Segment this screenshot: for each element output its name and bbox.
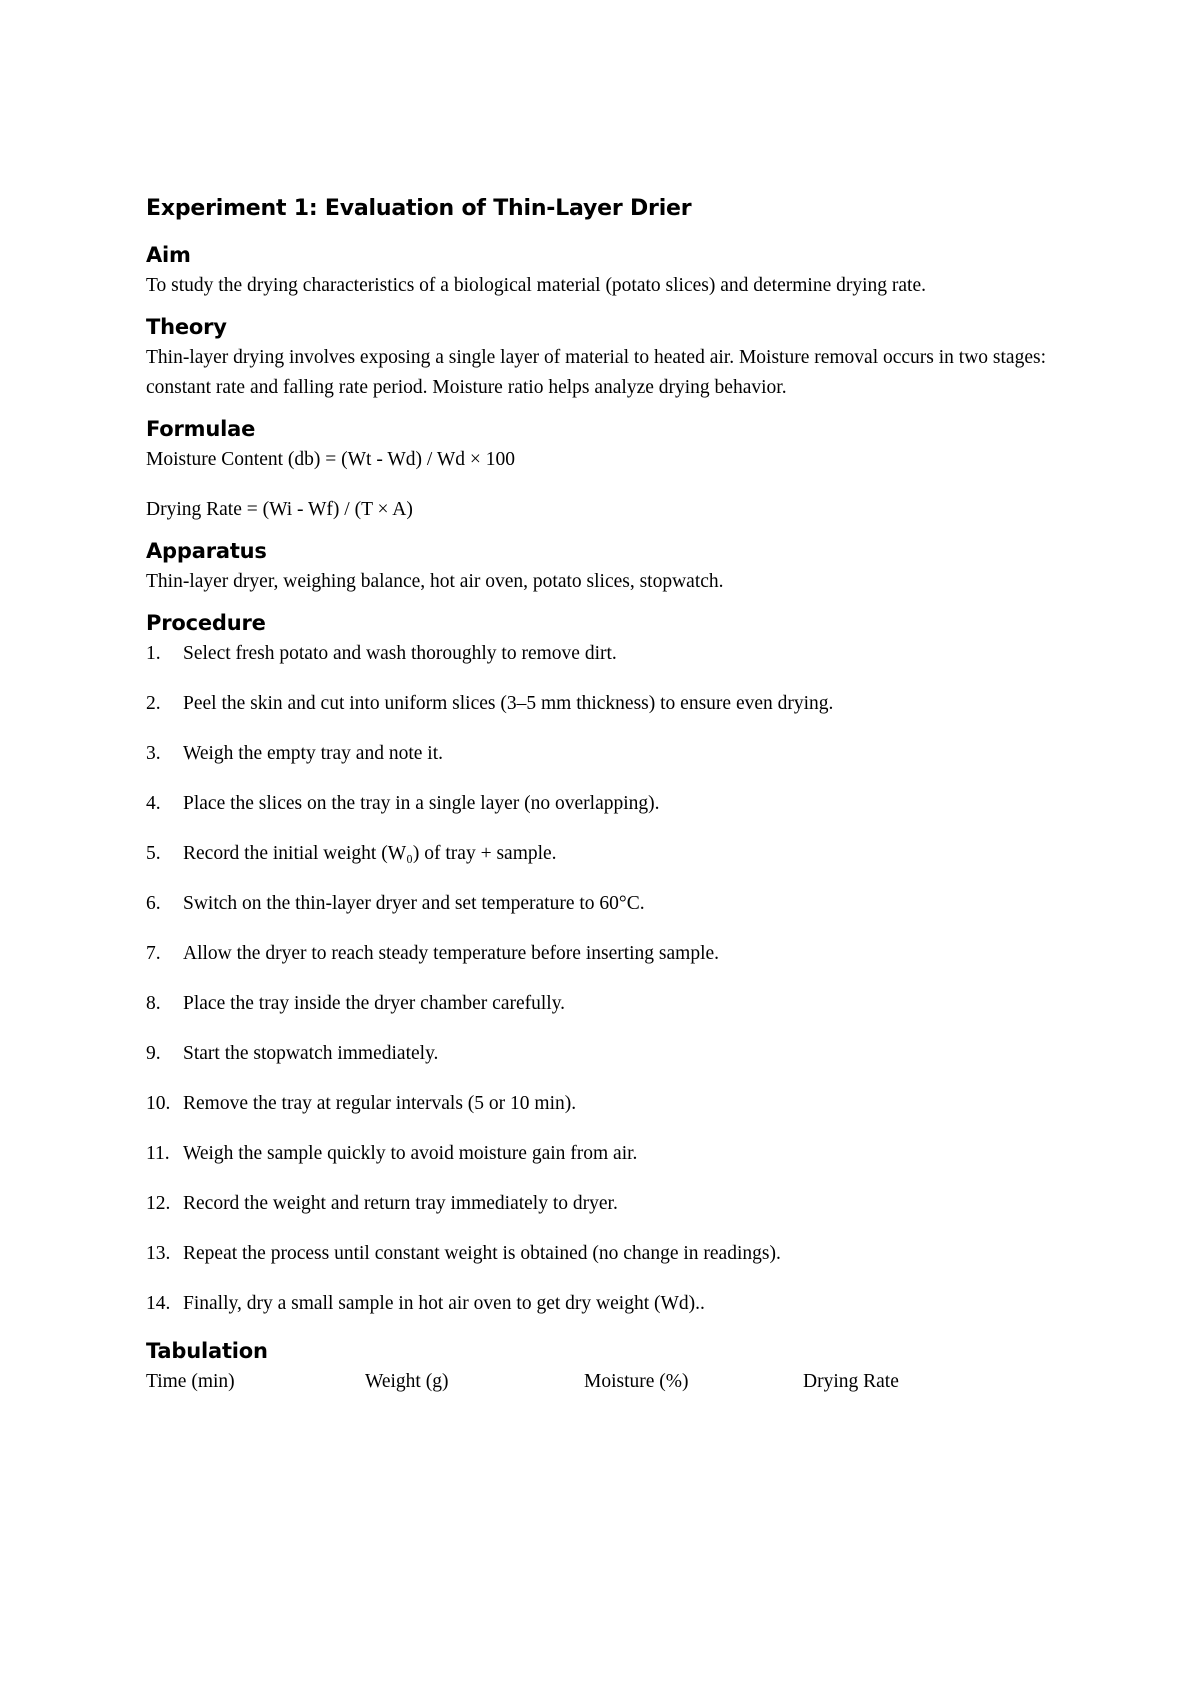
list-item (146, 739, 1076, 769)
step-number: 10. (146, 1093, 171, 1114)
aim-heading: Aim (146, 243, 191, 267)
step-number: 8. (146, 993, 161, 1014)
step-number: 7. (146, 943, 161, 964)
column-header-weight: Weight (g) (365, 1371, 449, 1392)
theory-text: Thin-layer drying involves exposing a single layer of material to heated air. Moisture removal occurs in two stages: constant rate and falling rate period. Moisture ratio helps analyze drying behavior. (146, 347, 1046, 398)
drying-rate-formula: Drying Rate = (Wi - Wf) / (T × A) (146, 499, 413, 520)
list-item (146, 1189, 1076, 1219)
step-text: Place the slices on the tray in a single layer (no overlapping). (183, 793, 660, 814)
list-item (146, 1039, 1076, 1069)
list-item (146, 689, 1076, 719)
step-number: 6. (146, 893, 161, 914)
apparatus-heading: Apparatus (146, 539, 267, 563)
list-item (146, 839, 1076, 869)
tabulation-heading: Tabulation (146, 1339, 268, 1363)
step-number: 1. (146, 643, 161, 664)
list-item (146, 939, 1076, 969)
step-text: Select fresh potato and wash thoroughly to remove dirt. (183, 643, 617, 664)
list-item (146, 789, 1076, 819)
formulae-heading: Formulae (146, 417, 256, 441)
step-text: Switch on the thin-layer dryer and set temperature to 60°C. (183, 893, 645, 914)
step-number: 13. (146, 1243, 171, 1264)
step-text: Allow the dryer to reach steady temperature before inserting sample. (183, 943, 720, 964)
step-number: 4. (146, 793, 161, 814)
list-item (146, 1089, 1076, 1119)
column-header-moisture: Moisture (%) (584, 1371, 689, 1392)
column-header-drying-rate: Drying Rate (803, 1371, 899, 1392)
step-text: Finally, dry a small sample in hot air oven to get dry weight (Wd).. (183, 1293, 705, 1314)
moisture-content-formula: Moisture Content (db) = (Wt - Wd) / Wd × 100 (146, 449, 515, 470)
step-number: 3. (146, 743, 161, 764)
tabulation-header-row (146, 1367, 1076, 1397)
page-title: Experiment 1: Evaluation of Thin-Layer Drier (146, 196, 692, 221)
step-text: Place the tray inside the dryer chamber carefully. (183, 993, 566, 1014)
list-item (146, 639, 1076, 669)
step-text: Remove the tray at regular intervals (5 or 10 min). (183, 1093, 577, 1114)
list-item (146, 889, 1076, 919)
step-text: Weigh the sample quickly to avoid moisture gain from air. (183, 1143, 638, 1164)
procedure-heading: Procedure (146, 611, 266, 635)
step-text: Weigh the empty tray and note it. (183, 743, 443, 764)
step-number: 5. (146, 843, 161, 864)
step-text: Record the initial weight (W₀) of tray + sample. (183, 843, 557, 864)
list-item (146, 1139, 1076, 1169)
document-body (146, 196, 1076, 1397)
step-text: Peel the skin and cut into uniform slices (3–5 mm thickness) to ensure even drying. (183, 693, 834, 714)
step-text: Repeat the process until constant weight is obtained (no change in readings). (183, 1243, 781, 1264)
theory-heading: Theory (146, 315, 227, 339)
procedure-list (146, 639, 1076, 1319)
step-number: 14. (146, 1293, 171, 1314)
apparatus-text: Thin-layer dryer, weighing balance, hot air oven, potato slices, stopwatch. (146, 571, 724, 592)
aim-text: To study the drying characteristics of a biological material (potato slices) and determine drying rate. (146, 275, 926, 296)
step-number: 9. (146, 1043, 161, 1064)
step-text: Start the stopwatch immediately. (183, 1043, 439, 1064)
list-item (146, 1289, 1076, 1319)
step-number: 12. (146, 1193, 171, 1214)
column-header-time: Time (min) (146, 1371, 235, 1392)
step-text: Record the weight and return tray immediately to dryer. (183, 1193, 618, 1214)
list-item (146, 989, 1076, 1019)
step-number: 2. (146, 693, 161, 714)
step-number: 11. (146, 1143, 170, 1164)
list-item (146, 1239, 1076, 1269)
